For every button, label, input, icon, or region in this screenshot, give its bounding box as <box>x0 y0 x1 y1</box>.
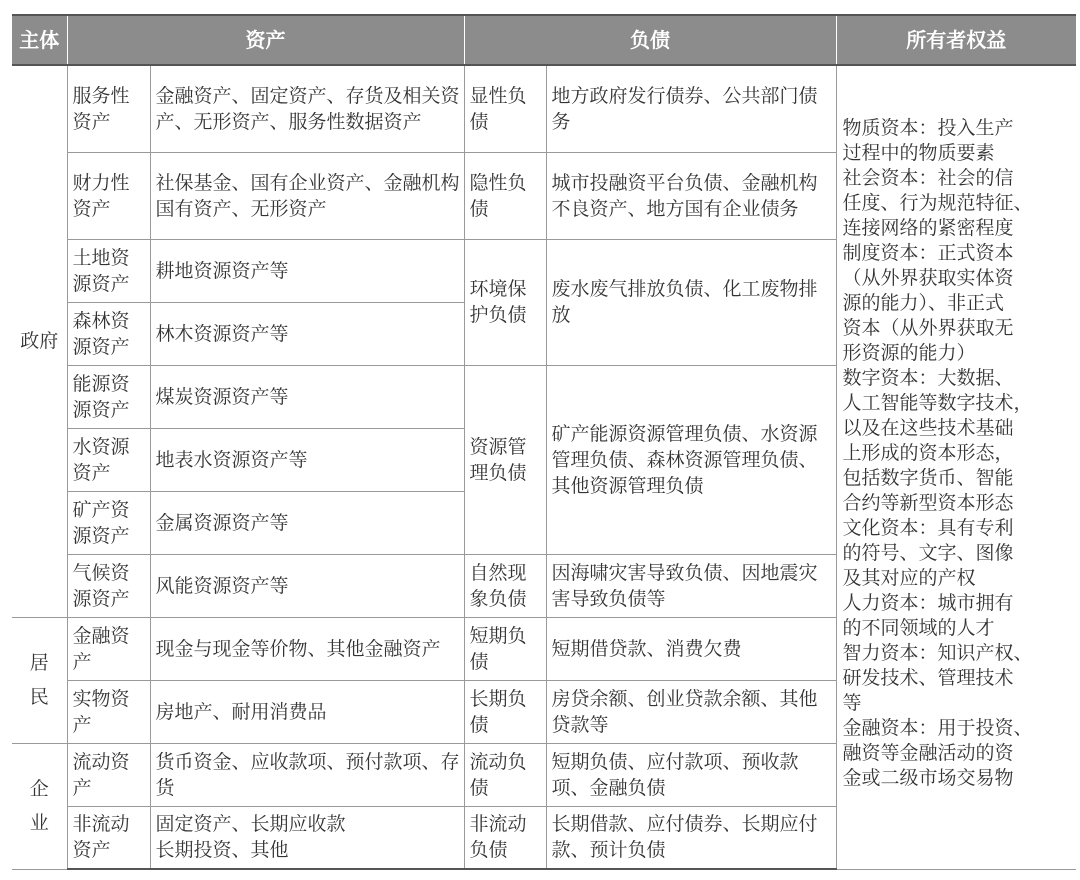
asset-type: 矿产资源资产 <box>67 491 150 554</box>
asset-content: 社保基金、国有企业资产、金融机构国有资产、无形资产 <box>150 152 464 239</box>
equity-line: 形资源的能力） <box>842 342 976 364</box>
equity-line: 数字资本：大数据、 <box>842 367 1014 389</box>
equity-line: 社会资本：社会的信 <box>842 167 1014 189</box>
equity-line: 源的能力）、非正式 <box>842 292 1005 314</box>
asset-type: 流动资产 <box>67 743 150 806</box>
liability-content: 废水废气排放负债、化工废物排放 <box>546 239 836 365</box>
equity-line: 文化资本：具有专利 <box>842 517 1014 539</box>
header-liabilities: 负债 <box>464 15 836 65</box>
equity-line: 金或二级市场交易物 <box>842 767 1014 789</box>
equity-line: 连接网络的紧密程度 <box>842 217 1014 239</box>
subject-household-char: 居 <box>29 652 49 674</box>
equity-line: （从外界获取实体资 <box>842 267 1014 289</box>
equity-line: 及其对应的产权 <box>842 567 976 589</box>
liability-type: 显性负债 <box>464 65 546 152</box>
liability-content: 房贷余额、创业贷款余额、其他贷款等 <box>546 680 836 743</box>
liability-content: 矿产能源资源管理负债、水资源管理负债、森林资源管理负债、其他资源管理负债 <box>546 365 836 554</box>
asset-content: 房地产、耐用消费品 <box>150 680 464 743</box>
equity-line: 过程中的物质要素 <box>842 142 995 164</box>
equity-line: 上形成的资本形态， <box>842 442 1014 464</box>
asset-content: 耕地资源资产等 <box>150 239 464 302</box>
subject-enterprise-char: 企 <box>29 778 49 800</box>
asset-content: 风能资源资产等 <box>150 554 464 617</box>
asset-content-line: 长期投资、其他 <box>155 839 289 862</box>
equity-line: 等 <box>842 692 862 714</box>
asset-type: 实物资产 <box>67 680 150 743</box>
equity-line: 融资等金融活动的资 <box>842 742 1014 764</box>
equity-line: 智力资本：知识产权、 <box>842 642 1033 664</box>
equity-line: 包括数字货币、智能 <box>842 467 1014 489</box>
liability-content: 因海啸灾害导致负债、因地震灾害导致负债等 <box>546 554 836 617</box>
equity-line: 资本（从外界获取无 <box>842 317 1014 339</box>
equity-line: 研发技术、管理技术 <box>842 667 1014 689</box>
asset-type: 财力性资产 <box>67 152 150 239</box>
asset-content: 煤炭资源资产等 <box>150 365 464 428</box>
equity-line: 物质资本：投入生产 <box>842 117 1014 139</box>
header-assets: 资产 <box>67 15 464 65</box>
liability-type: 资源管理负债 <box>464 365 546 554</box>
equity-line: 以及在这些技术基础 <box>842 417 1014 439</box>
asset-content <box>150 806 464 869</box>
liability-type: 长期负债 <box>464 680 546 743</box>
balance-sheet-table-wrapper <box>12 14 1076 870</box>
equity-line: 任度、行为规范特征、 <box>842 192 1033 214</box>
asset-type: 气候资源资产 <box>67 554 150 617</box>
liability-type: 自然现象负债 <box>464 554 546 617</box>
subject-enterprise-char: 业 <box>29 812 49 834</box>
header-row <box>12 15 1076 65</box>
equity-line: 的不同领域的人才 <box>842 617 995 639</box>
liability-type: 非流动负债 <box>464 806 546 869</box>
equity-line: 人力资本：城市拥有 <box>842 592 1014 614</box>
liability-type: 隐性负债 <box>464 152 546 239</box>
subject-enterprise <box>12 743 67 869</box>
equity-line: 的符号、文字、图像 <box>842 542 1014 564</box>
liability-type: 环境保护负债 <box>464 239 546 365</box>
asset-type: 森林资源资产 <box>67 302 150 365</box>
asset-type: 土地资源资产 <box>67 239 150 302</box>
asset-content: 现金与现金等价物、其他金融资产 <box>150 617 464 680</box>
liability-content: 地方政府发行债券、公共部门债务 <box>546 65 836 152</box>
equity-content <box>836 65 1076 869</box>
equity-line: 金融资本：用于投资、 <box>842 717 1033 739</box>
subject-household <box>12 617 67 743</box>
subject-government: 政府 <box>12 65 67 617</box>
subject-household-char: 民 <box>29 686 49 708</box>
liability-type: 流动负债 <box>464 743 546 806</box>
header-subject: 主体 <box>12 15 67 65</box>
liability-type: 短期负债 <box>464 617 546 680</box>
equity-line: 制度资本：正式资本 <box>842 242 1014 264</box>
liability-content: 短期负债、应付款项、预收款项、金融负债 <box>546 743 836 806</box>
asset-content-line: 固定资产、长期应收款 <box>155 813 346 836</box>
liability-content: 城市投融资平台负债、金融机构不良资产、地方国有企业债务 <box>546 152 836 239</box>
asset-type: 服务性资产 <box>67 65 150 152</box>
equity-line: 合约等新型资本形态 <box>842 492 1014 514</box>
asset-type: 非流动资产 <box>67 806 150 869</box>
asset-type: 能源资源资产 <box>67 365 150 428</box>
asset-type: 水资源资产 <box>67 428 150 491</box>
balance-sheet-table <box>12 14 1076 870</box>
liability-content: 长期借款、应付债券、长期应付款、预计负债 <box>546 806 836 869</box>
header-equity: 所有者权益 <box>836 15 1076 65</box>
asset-type: 金融资产 <box>67 617 150 680</box>
asset-content: 金融资产、固定资产、存货及相关资产、无形资产、服务性数据资产 <box>150 65 464 152</box>
asset-content: 地表水资源资产等 <box>150 428 464 491</box>
asset-content: 林木资源资产等 <box>150 302 464 365</box>
liability-content: 短期借贷款、消费欠费 <box>546 617 836 680</box>
asset-content: 金属资源资产等 <box>150 491 464 554</box>
asset-content: 货币资金、应收款项、预付款项、存货 <box>150 743 464 806</box>
table-row <box>12 65 1076 152</box>
equity-line: 人工智能等数字技术， <box>842 392 1033 414</box>
